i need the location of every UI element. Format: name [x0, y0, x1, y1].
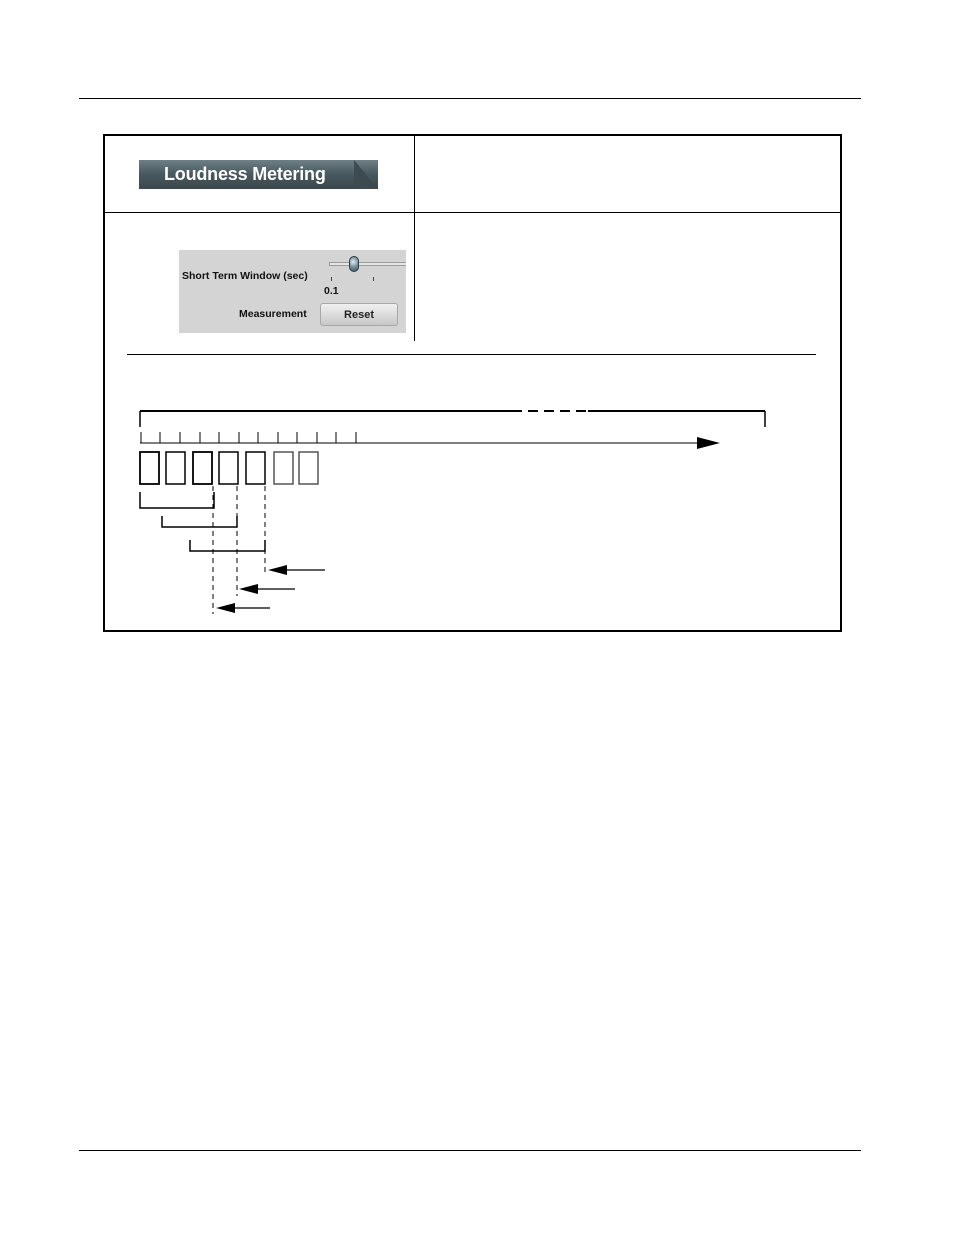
sample-block — [166, 452, 185, 484]
measurement-span-bracket — [140, 411, 765, 427]
window-bracket-1 — [140, 492, 214, 508]
window-drop-lines — [213, 486, 265, 614]
sample-block — [299, 452, 318, 484]
sample-block — [246, 452, 265, 484]
window-bracket-2 — [162, 516, 237, 527]
time-axis — [140, 432, 720, 449]
sample-block — [140, 452, 159, 484]
time-axis-ticks — [141, 432, 356, 443]
short-term-window-value: 0.1 — [324, 285, 339, 297]
sample-blocks — [140, 452, 318, 484]
sample-block — [219, 452, 238, 484]
banner-title: Loudness Metering — [164, 164, 326, 184]
short-term-window-label: Short Term Window (sec) — [182, 270, 308, 282]
reset-button[interactable]: Reset — [320, 303, 398, 326]
window-output-arrows — [216, 565, 325, 613]
window-brackets — [140, 492, 265, 551]
sample-block — [274, 452, 293, 484]
time-axis-arrowhead — [697, 437, 720, 449]
output-arrow-1-head — [216, 603, 235, 613]
measurement-label: Measurement — [239, 308, 307, 320]
output-arrow-2-head — [239, 584, 258, 594]
sample-block — [193, 452, 212, 484]
page-footer-rule — [79, 1150, 861, 1151]
output-arrow-3-head — [268, 565, 287, 575]
window-bracket-3 — [190, 540, 265, 551]
